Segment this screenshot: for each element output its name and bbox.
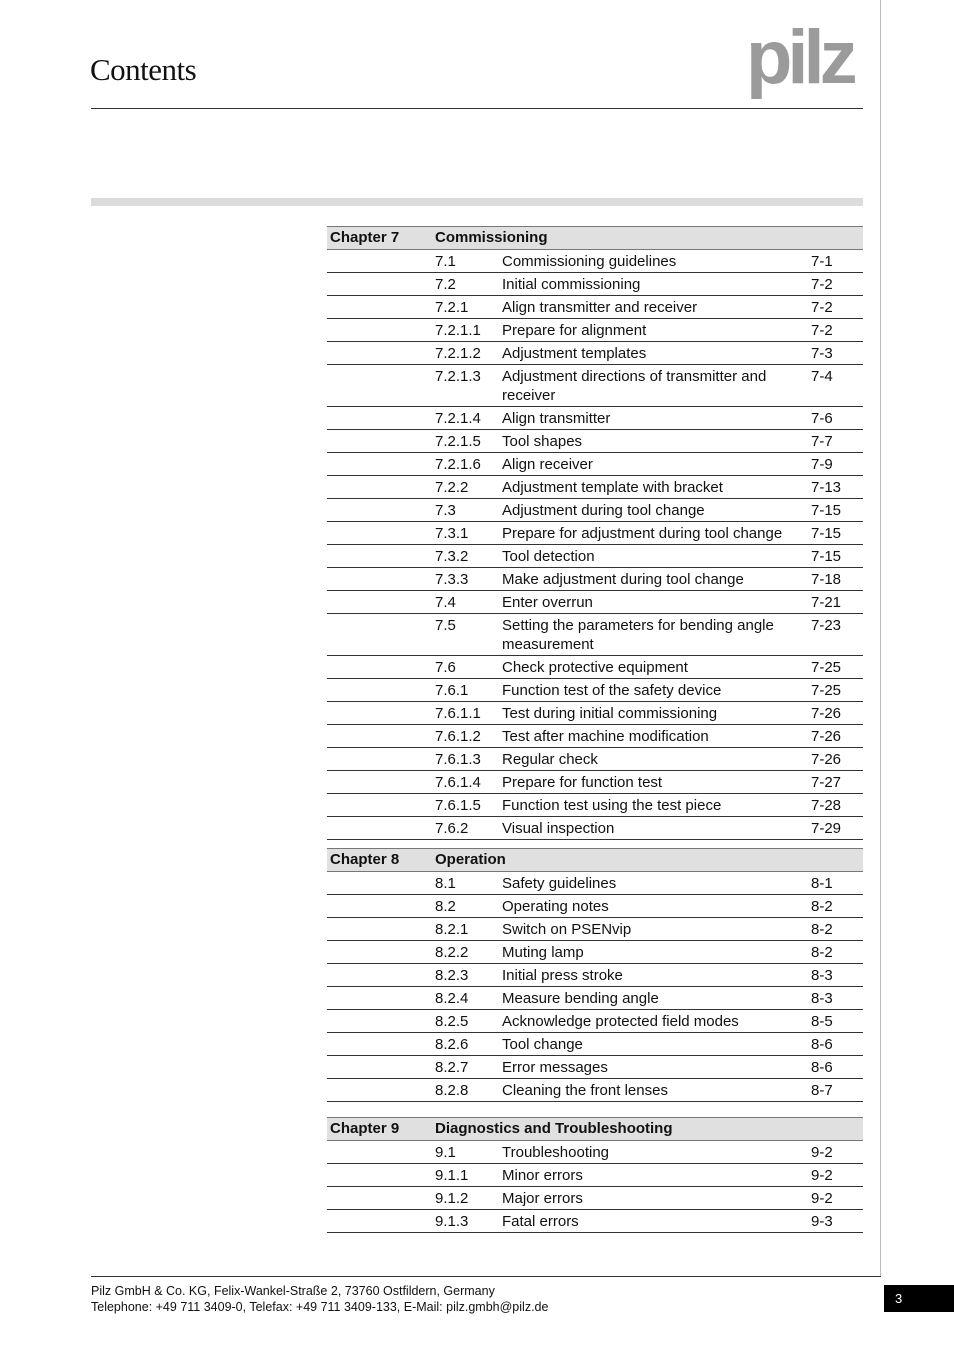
toc-entry[interactable] xyxy=(327,568,863,591)
toc-entry[interactable] xyxy=(327,1056,863,1079)
entry-page: 7-15 xyxy=(811,502,842,519)
entry-title: Function test using the test piece xyxy=(502,797,722,814)
toc-entry[interactable] xyxy=(327,918,863,941)
entry-title: Test after machine modification xyxy=(502,728,709,745)
entry-title: Check protective equipment xyxy=(502,659,688,676)
entry-page: 8-2 xyxy=(811,921,833,938)
entry-page: 7-2 xyxy=(811,276,833,293)
toc-chapter-9 xyxy=(327,1117,863,1233)
entry-title: Test during initial commissioning xyxy=(502,705,718,722)
toc-entry[interactable] xyxy=(327,1079,863,1102)
entry-page: 7-25 xyxy=(811,682,842,699)
entry-page: 7-25 xyxy=(811,659,842,676)
toc-entry[interactable] xyxy=(327,319,863,342)
chapter-title: Commissioning xyxy=(435,229,548,246)
entry-number: 8.2.3 xyxy=(435,967,469,984)
toc-entry[interactable] xyxy=(327,1033,863,1056)
entry-title: Acknowledge protected field modes xyxy=(502,1013,739,1030)
chapter-entries xyxy=(327,250,863,840)
toc-entry[interactable] xyxy=(327,872,863,895)
toc-entry[interactable] xyxy=(327,365,863,407)
entry-title: Visual inspection xyxy=(502,820,615,837)
entry-number: 8.2.5 xyxy=(435,1013,469,1030)
entry-page: 7-6 xyxy=(811,410,833,427)
entry-page: 7-13 xyxy=(811,479,842,496)
entry-number: 9.1 xyxy=(435,1144,456,1161)
entry-number: 8.1 xyxy=(435,875,456,892)
entry-number: 7.2.2 xyxy=(435,479,469,496)
entry-number: 8.2 xyxy=(435,898,456,915)
footer-line-2: Telephone: +49 711 3409-0, Telefax: +49 711 3409-133, E-Mail: pilz.gmbh@pilz.de xyxy=(91,1300,549,1314)
entry-number: 7.6.1.3 xyxy=(435,751,481,768)
toc-entry[interactable] xyxy=(327,522,863,545)
entry-page: 8-3 xyxy=(811,990,833,1007)
entry-title: Tool shapes xyxy=(502,433,583,450)
page-number: 3 xyxy=(884,1285,954,1312)
chapter-label: Chapter 9 xyxy=(330,1120,400,1137)
entry-number: 7.3.3 xyxy=(435,571,469,588)
entry-title: Prepare for alignment xyxy=(502,322,647,339)
toc-entry[interactable] xyxy=(327,407,863,430)
entry-number: 7.3 xyxy=(435,502,456,519)
entry-page: 7-27 xyxy=(811,774,842,791)
chapter-header xyxy=(327,1117,863,1141)
entry-number: 8.2.2 xyxy=(435,944,469,961)
toc-entry[interactable] xyxy=(327,273,863,296)
entry-page: 7-15 xyxy=(811,548,842,565)
entry-number: 7.2.1.4 xyxy=(435,410,481,427)
entry-title: Adjustment templates xyxy=(502,345,647,362)
chapter-header xyxy=(327,226,863,250)
entry-page: 8-7 xyxy=(811,1082,833,1099)
entry-title: Prepare for function test xyxy=(502,774,663,791)
toc-entry[interactable] xyxy=(327,725,863,748)
entry-page: 7-15 xyxy=(811,525,842,542)
entry-page: 7-26 xyxy=(811,751,842,768)
toc-chapter-7 xyxy=(327,226,863,840)
entry-number: 7.2.1.2 xyxy=(435,345,481,362)
footer-divider xyxy=(91,1276,881,1277)
entry-title: Major errors xyxy=(502,1190,583,1207)
entry-number: 7.5 xyxy=(435,617,456,634)
entry-title: Troubleshooting xyxy=(502,1144,610,1161)
entry-page: 7-7 xyxy=(811,433,833,450)
right-margin-line xyxy=(880,0,881,1276)
entry-number: 9.1.1 xyxy=(435,1167,469,1184)
entry-title: Function test of the safety device xyxy=(502,682,722,699)
header-divider xyxy=(91,108,863,109)
chapter-header xyxy=(327,848,863,872)
entry-page: 8-6 xyxy=(811,1036,833,1053)
entry-number: 7.3.2 xyxy=(435,548,469,565)
entry-number: 7.4 xyxy=(435,594,456,611)
entry-title: Measure bending angle xyxy=(502,990,659,1007)
entry-page: 9-2 xyxy=(811,1144,833,1161)
entry-number: 7.6.1.5 xyxy=(435,797,481,814)
toc-entry[interactable] xyxy=(327,702,863,725)
entry-title: Adjustment template with bracket xyxy=(502,479,723,496)
entry-title: Align transmitter xyxy=(502,410,611,427)
entry-page: 7-26 xyxy=(811,728,842,745)
entry-number: 7.2.1 xyxy=(435,299,469,316)
entry-title: Commissioning guidelines xyxy=(502,253,677,270)
toc-entry[interactable] xyxy=(327,296,863,319)
toc-entry[interactable] xyxy=(327,964,863,987)
entry-page: 7-2 xyxy=(811,299,833,316)
entry-title: Adjustment during tool change xyxy=(502,502,705,519)
entry-number: 7.2.1.5 xyxy=(435,433,481,450)
chapter-title: Diagnostics and Troubleshooting xyxy=(435,1120,673,1137)
toc-entry[interactable] xyxy=(327,1010,863,1033)
entry-number: 9.1.3 xyxy=(435,1213,469,1230)
entry-number: 8.2.6 xyxy=(435,1036,469,1053)
entry-title: Setting the parameters for bending angle measurement xyxy=(502,617,774,653)
toc-entry[interactable] xyxy=(327,476,863,499)
entry-page: 7-9 xyxy=(811,456,833,473)
entry-page: 8-1 xyxy=(811,875,833,892)
entry-title: Initial commissioning xyxy=(502,276,641,293)
toc-entry[interactable] xyxy=(327,591,863,614)
toc-entry[interactable] xyxy=(327,817,863,840)
entry-title: Operating notes xyxy=(502,898,609,915)
chapter-title: Operation xyxy=(435,851,506,868)
toc-entry[interactable] xyxy=(327,679,863,702)
entry-title: Adjustment directions of transmitter and receiver xyxy=(502,368,767,404)
entry-title: Align receiver xyxy=(502,456,593,473)
toc-chapter-8 xyxy=(327,848,863,1102)
entry-page: 7-29 xyxy=(811,820,842,837)
entry-page: 7-2 xyxy=(811,322,833,339)
page-title: Contents xyxy=(90,52,197,87)
section-band xyxy=(91,198,863,206)
chapter-label: Chapter 8 xyxy=(330,851,400,868)
entry-page: 7-23 xyxy=(811,617,842,634)
entry-number: 7.6 xyxy=(435,659,456,676)
entry-title: Muting lamp xyxy=(502,944,584,961)
toc-entry[interactable] xyxy=(327,545,863,568)
entry-page: 8-2 xyxy=(811,944,833,961)
footer-line-1: Pilz GmbH & Co. KG, Felix-Wankel-Straße 2, 73760 Ostfildern, Germany xyxy=(91,1284,495,1298)
toc-entry[interactable] xyxy=(327,1187,863,1210)
entry-page: 8-2 xyxy=(811,898,833,915)
toc-entry[interactable] xyxy=(327,430,863,453)
toc-entry[interactable] xyxy=(327,342,863,365)
toc-entry[interactable] xyxy=(327,941,863,964)
toc-entry[interactable] xyxy=(327,499,863,522)
entry-title: Tool detection xyxy=(502,548,595,565)
toc-entry[interactable] xyxy=(327,1141,863,1164)
entry-title: Regular check xyxy=(502,751,598,768)
entry-page: 7-28 xyxy=(811,797,842,814)
toc-entry[interactable] xyxy=(327,771,863,794)
entry-title: Switch on PSENvip xyxy=(502,921,632,938)
entry-number: 7.6.1.1 xyxy=(435,705,481,722)
entry-title: Fatal errors xyxy=(502,1213,579,1230)
entry-title: Tool change xyxy=(502,1036,583,1053)
toc-entry[interactable] xyxy=(327,250,863,273)
entry-number: 7.2 xyxy=(435,276,456,293)
entry-number: 7.2.1.3 xyxy=(435,368,481,385)
entry-page: 8-3 xyxy=(811,967,833,984)
toc-entry[interactable] xyxy=(327,1164,863,1187)
entry-page: 7-26 xyxy=(811,705,842,722)
entry-number: 7.3.1 xyxy=(435,525,469,542)
entry-page: 7-3 xyxy=(811,345,833,362)
toc-entry[interactable] xyxy=(327,987,863,1010)
chapter-entries xyxy=(327,872,863,1102)
entry-title: Cleaning the front lenses xyxy=(502,1082,668,1099)
entry-title: Minor errors xyxy=(502,1167,583,1184)
toc-entry[interactable] xyxy=(327,794,863,817)
toc-entry[interactable] xyxy=(327,895,863,918)
entry-number: 8.2.8 xyxy=(435,1082,469,1099)
entry-page: 9-2 xyxy=(811,1190,833,1207)
entry-title: Prepare for adjustment during tool change xyxy=(502,525,783,542)
entry-title: Error messages xyxy=(502,1059,608,1076)
entry-number: 7.1 xyxy=(435,253,456,270)
entry-number: 7.2.1.1 xyxy=(435,322,481,339)
entry-title: Enter overrun xyxy=(502,594,593,611)
entry-number: 9.1.2 xyxy=(435,1190,469,1207)
pilz-logo: pilz xyxy=(746,15,853,100)
entry-number: 7.6.1.4 xyxy=(435,774,481,791)
entry-page: 7-18 xyxy=(811,571,842,588)
entry-page: 9-2 xyxy=(811,1167,833,1184)
entry-page: 8-6 xyxy=(811,1059,833,1076)
footer-address xyxy=(91,1283,548,1315)
entry-number: 7.6.2 xyxy=(435,820,469,837)
entry-title: Initial press stroke xyxy=(502,967,623,984)
entry-page: 7-21 xyxy=(811,594,842,611)
toc-entry[interactable] xyxy=(327,614,863,656)
entry-title: Make adjustment during tool change xyxy=(502,571,744,588)
toc-entry[interactable] xyxy=(327,1210,863,1233)
toc-entry[interactable] xyxy=(327,453,863,476)
toc-entry[interactable] xyxy=(327,656,863,679)
entry-number: 7.2.1.6 xyxy=(435,456,481,473)
entry-page: 8-5 xyxy=(811,1013,833,1030)
entry-page: 7-4 xyxy=(811,368,833,385)
entry-title: Align transmitter and receiver xyxy=(502,299,698,316)
toc-entry[interactable] xyxy=(327,748,863,771)
entry-title: Safety guidelines xyxy=(502,875,617,892)
entry-page: 7-1 xyxy=(811,253,833,270)
chapter-entries xyxy=(327,1141,863,1233)
entry-number: 8.2.4 xyxy=(435,990,469,1007)
entry-number: 8.2.1 xyxy=(435,921,469,938)
entry-number: 8.2.7 xyxy=(435,1059,469,1076)
entry-number: 7.6.1.2 xyxy=(435,728,481,745)
entry-number: 7.6.1 xyxy=(435,682,469,699)
entry-page: 9-3 xyxy=(811,1213,833,1230)
chapter-label: Chapter 7 xyxy=(330,229,400,246)
